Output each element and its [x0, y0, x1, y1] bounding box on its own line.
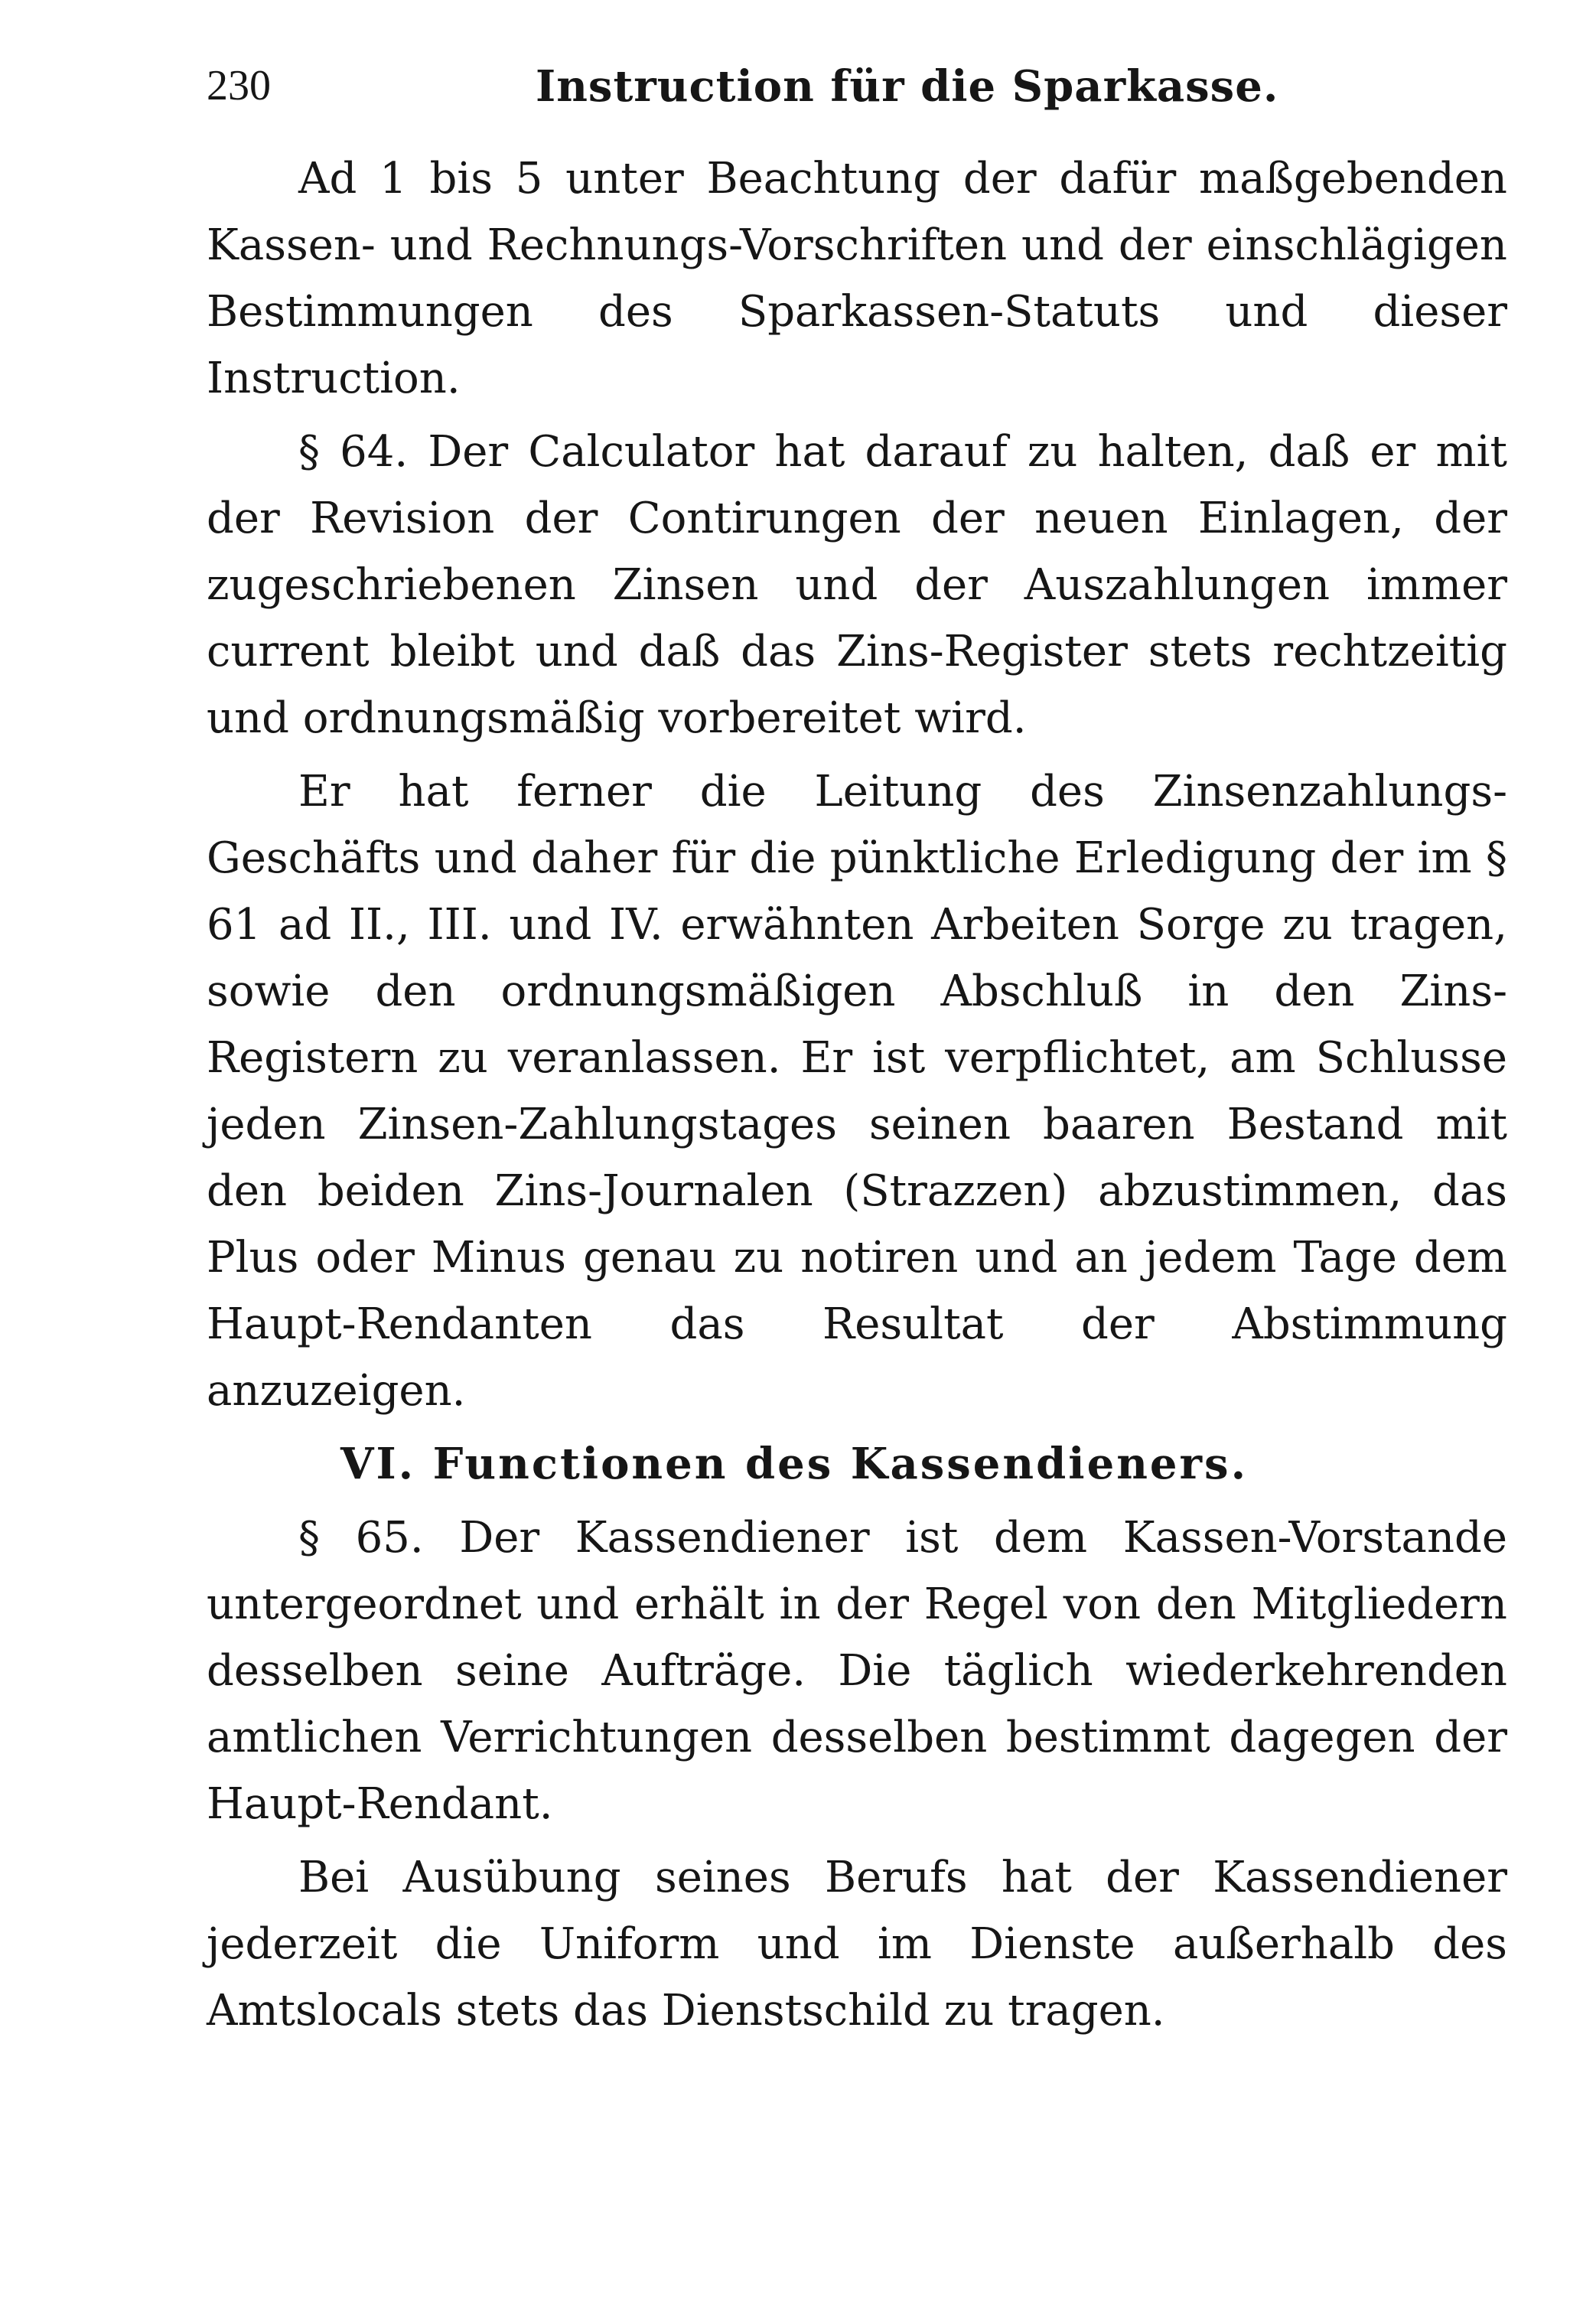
paragraph-zinsenzahlung: Er hat ferner die Leitung des Zinsenzahlungs-Geschäfts und daher für die pünktliche Erledigung der im § 61 ad II., III. und IV. erwähnten Arbeiten Sorge zu tragen, sowie den ordnungsmäßigen Abschluß in den Zins-Registern zu veranlassen. Er ist verpflichtet, am Schlusse jeden Zinsen-Zahlungstages seinen baaren Bestand mit den beiden Zins-Journalen (Strazzen) abzustimmen, das Plus oder Minus genau zu notiren und an jedem Tage dem Haupt-Rendanten das Resultat der Abstimmung anzuzeigen. [207, 767, 1507, 1416]
running-title: Instruction für die Sparkasse. [536, 61, 1279, 112]
paragraph-ad-1-bis-5: Ad 1 bis 5 unter Beachtung der dafür maßgebenden Kassen- und Rechnungs-Vorschriften und der einschlägigen Bestimmungen des Sparkassen-Statuts und dieser Instruction. [207, 154, 1507, 403]
paragraph-section-65: § 65. Der Kassendiener ist dem Kassen-Vorstande untergeordnet und erhält in der Regel von den Mitgliedern desselben seine Aufträge. Die täglich wiederkehrenden amtlichen Verrichtungen desselben bestimmt dagegen der Haupt-Rendant. [207, 1513, 1507, 1829]
body-text [207, 145, 1507, 2044]
section-heading-vi: VI. Functionen des Kassendieners. [340, 1439, 1249, 1489]
page-number: 230 [207, 62, 271, 109]
paragraph-uniform: Bei Ausübung seines Berufs hat der Kassendiener jederzeit die Uniform und im Dienste außerhalb des Amtslocals stets das Dienstschild zu tragen. [207, 1853, 1507, 2036]
paragraph-section-64: § 64. Der Calculator hat darauf zu halten, daß er mit der Revision der Contirungen der neuen Einlagen, der zugeschriebenen Zinsen und der Auszahlungen immer current bleibt und daß das Zins-Register stets rechtzeitig und ordnungsmäßig vorbereitet wird. [207, 427, 1507, 743]
book-page [207, 61, 1507, 2044]
running-head [207, 61, 1507, 145]
